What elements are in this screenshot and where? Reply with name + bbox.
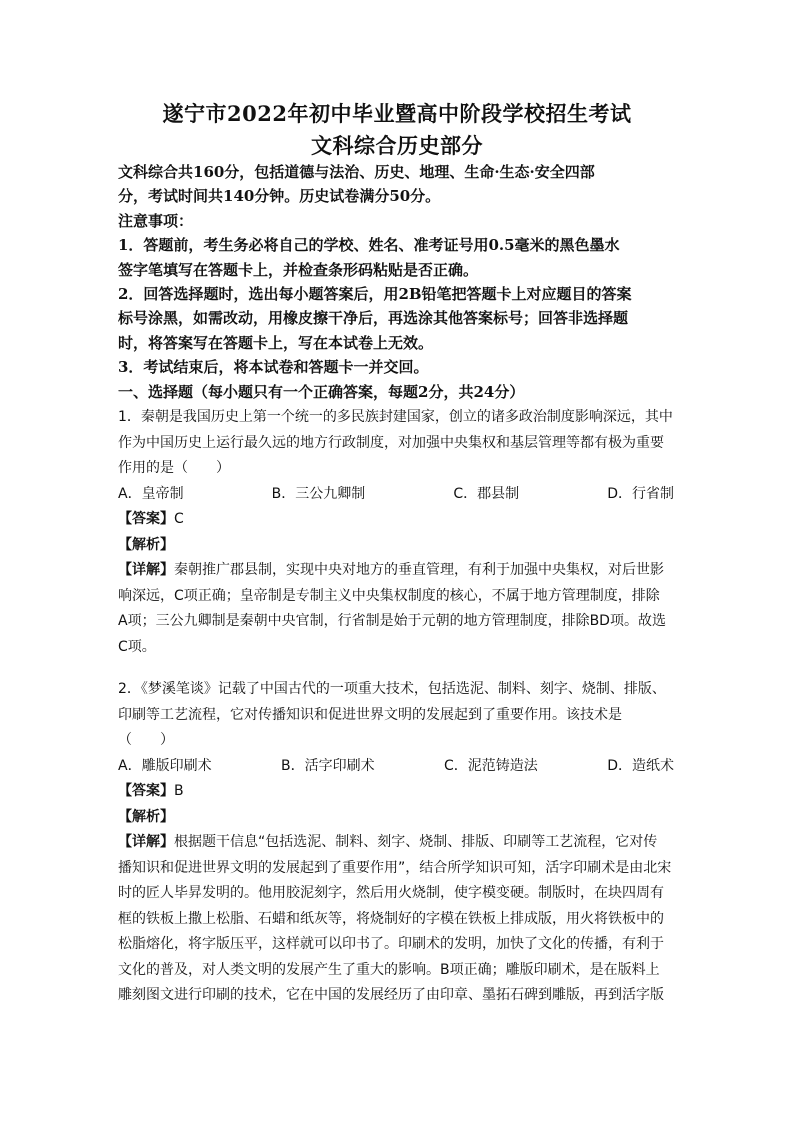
notice-item-2-cont: 标号涂黑，如需改动，用橡皮擦干净后，再选涂其他答案标号；回答非选择题 <box>118 309 629 328</box>
question-text: 作为中国历史上运行最久远的地方行政制度，对加强中央集权和基层管理等都有极为重要 <box>118 434 664 451</box>
intro-line: 分，考试时间共140分钟。历史试卷满分50分。 <box>118 187 441 206</box>
detail-text: 响深远，C项正确；皇帝制是专制主义中央集权制度的核心，不属于地方管理制度，排除 <box>118 587 660 604</box>
analysis-line <box>118 805 674 831</box>
analysis-tag: 【解析】 <box>118 536 174 553</box>
options-row <box>118 754 674 780</box>
detail-text: 松脂熔化，将字版压平，这样就可以印书了。印刷术的发明，加快了文化的传播，有利于 <box>118 936 664 952</box>
detail-text: A项；三公九卿制是秦朝中央官制，行省制是始于元朝的地方管理制度，排除BD项。故选 <box>118 613 666 629</box>
options-row <box>118 482 674 508</box>
detail-tag: 【详解】 <box>118 562 174 578</box>
option-a: A．雕版印刷术 <box>118 757 212 774</box>
analysis-tag: 【解析】 <box>118 808 174 825</box>
notice-item-1-cont: 签字笔填写在答题卡上，并检查条形码粘贴是否正确。 <box>118 260 479 279</box>
exam-title: 遂宁市2022年初中毕业暨高中阶段学校招生考试 <box>162 101 632 126</box>
section-heading: 一、选择题（每小题只有一个正确答案，每题2分，共24分） <box>118 382 525 401</box>
detail-text: 根据题干信息“包括选泥、制料、刻字、烧制、排版、印刷等工艺流程，它对传 <box>174 834 658 850</box>
answer-line <box>118 779 674 805</box>
option-b: B．三公九卿制 <box>271 485 366 502</box>
answer-value: B <box>174 783 184 799</box>
detail-line <box>118 830 674 856</box>
detail-line <box>118 558 674 584</box>
detail-tag: 【详解】 <box>118 834 174 850</box>
question-text: （ ） <box>118 732 174 748</box>
detail-text: 时的匠人毕昇发明的。他用胶泥刻字，然后用火烧制，使字模变硬。制版时，在块四周有 <box>118 885 664 901</box>
option-c: C．郡县制 <box>453 485 520 502</box>
detail-text: 雕刻图文进行印刷的技术，它在中国的发展经历了由印章、墨拓石碑到雕版，再到活字版 <box>118 987 664 1003</box>
answer-tag: 【答案】 <box>118 783 174 799</box>
answer-tag: 【答案】 <box>118 511 174 527</box>
detail-text: 播知识和促进世界文明的发展起到了重要作用”，结合所学知识可知，活字印刷术是由北宋 <box>118 859 672 876</box>
question-text: 作用的是（ ） <box>118 460 230 476</box>
detail-text: 文化的普及，对人类文明的发展产生了重大的影响。B项正确；雕版印刷术，是在版料上 <box>118 961 660 978</box>
notice-item-3: 3．考试结束后，将本试卷和答题卡一并交回。 <box>118 358 429 377</box>
notice-heading: 注意事项： <box>118 211 194 230</box>
notice-item-2-cont: 时，将答案写在答题卡上，写在本试卷上无效。 <box>118 333 434 352</box>
option-d: D．行省制 <box>607 485 674 502</box>
detail-text: C项。 <box>118 638 156 655</box>
question-text: 1．秦朝是我国历史上第一个统一的多民族封建国家，创立的诸多政治制度影响深远，其中 <box>118 409 673 425</box>
notice-item-1: 1．答题前，考生务必将自己的学校、姓名、准考证号用0.5毫米的黑色墨水 <box>118 236 620 255</box>
question-text: 2．《梦溪笔谈》记载了中国古代的一项重大技术，包括选泥、制料、刻字、烧制、排版、 <box>118 681 666 697</box>
option-b: B．活字印刷术 <box>280 757 375 774</box>
intro-line: 文科综合共160分，包括道德与法治、历史、地理、生命·生态·安全四部 <box>118 163 595 181</box>
exam-subtitle: 文科综合历史部分 <box>311 133 483 158</box>
option-a: A．皇帝制 <box>118 485 184 502</box>
question-2 <box>118 677 674 1009</box>
detail-text: 框的铁板上撒上松脂、石蜡和纸灰等，将烧制好的字模在铁板上排成版，用火将铁板中的 <box>118 910 664 927</box>
answer-line <box>118 507 674 533</box>
question-1 <box>118 405 674 660</box>
option-d: D．造纸术 <box>607 757 674 774</box>
detail-text: 秦朝推广郡县制，实现中央对地方的垂直管理，有利于加强中央集权，对后世影 <box>174 562 664 578</box>
answer-value: C <box>174 511 184 527</box>
question-text: 印刷等工艺流程，它对传播知识和促进世界文明的发展起到了重要作用。该技术是 <box>118 706 622 723</box>
exam-instructions <box>118 160 674 404</box>
notice-item-2: 2．回答选择题时，选出每小题答案后，用2B铅笔把答题卡上对应题目的答案 <box>118 285 632 304</box>
analysis-line <box>118 533 674 559</box>
option-c: C．泥范铸造法 <box>444 757 538 774</box>
